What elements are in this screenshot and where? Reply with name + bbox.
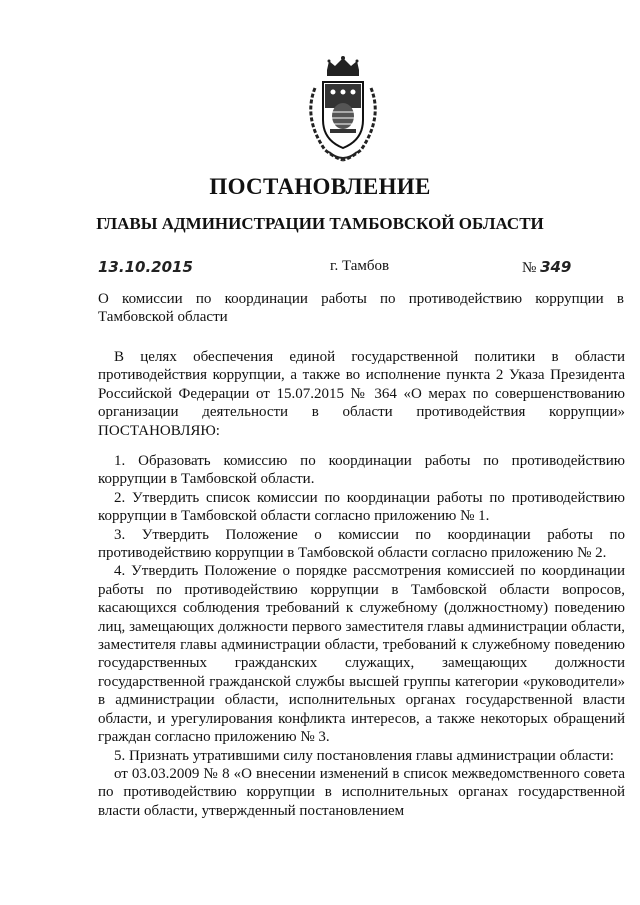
list-item: 5. Признать утратившими силу постановления главы администрации области: [114,747,614,764]
document-subject: О комиссии по координации работы по противодействию коррупции в Тамбовской области [98,291,624,325]
list-item: 3. Утвердить Положение о комиссии по координации работы по противодействию коррупции в Тамбовской области согласно приложению № 2. [98,526,625,562]
document-place: г. Тамбов [330,258,390,274]
list-item: 4. Утвердить Положение о порядке рассмотрения комиссией по координации работы по противодействию коррупции в Тамбовской области вопросов, касающихся соблюдения требований к служебному (должностному) поведению лиц, замещающих должности первого заместителя главы администрации области, заместителя главы администрации области, требований к служебному поведению государственных гражданских служащих, замещающих должности государственной гражданской службы высшей группы категории «руководители» в администрации области, исполнительных органах государственной власти области, и урегулирования конфликта интересов, а также некоторых обращений граждан согласно приложению № 3. [98,563,625,746]
list-item: от 03.03.2009 № 8 «О внесении изменений в список межведомственного совета по противодействию коррупции в исполнительных органах государственной власти области, утвержденный постановлением [98,765,625,819]
resolution-items [98,452,625,820]
document-date: 13.10.2015 [98,258,193,276]
number-prefix: № [522,260,537,276]
preamble-text: В целях обеспечения единой государственной политики в области противодействия коррупции, а также во исполнение пункта 2 Указа Президента Российской Федерации от 15.07.2015 № 364 «О мерах по совершенствованию организации деятельности в области противодействия коррупции» ПОСТАНОВЛЯЮ: [98,349,625,439]
document-subtitle: ГЛАВЫ АДМИНИСТРАЦИИ ТАМБОВСКОЙ ОБЛАСТИ [96,214,544,233]
document-title: ПОСТАНОВЛЕНИЕ [209,174,431,199]
tambov-coat-of-arms-emblem [295,56,391,166]
preamble [98,348,625,440]
number-value: 349 [540,258,572,276]
list-item: 1. Образовать комиссию по координации работы по противодействию коррупции в Тамбовской области. [98,453,625,488]
document-number [522,258,571,277]
list-item: 2. Утвердить список комиссии по координации работы по противодействию коррупции в Тамбовской области согласно приложению № 1. [98,489,625,525]
